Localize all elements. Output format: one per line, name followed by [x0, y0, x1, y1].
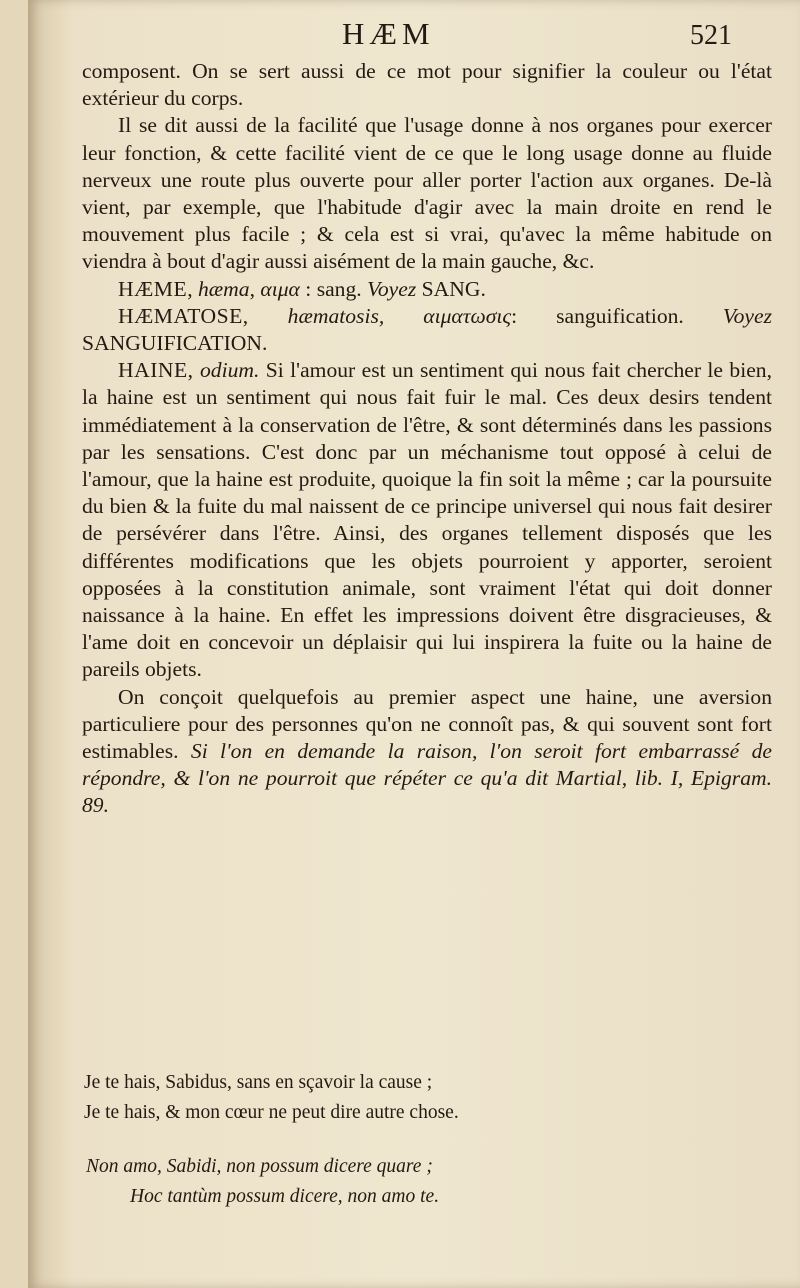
entry-latin: hæmatosis, — [287, 303, 385, 328]
entry-reference: SANGUIFICATION. — [82, 331, 268, 356]
entry-headword: HÆMATOSE, — [118, 303, 249, 328]
entry-haematose — [82, 303, 772, 357]
entry-haeme: HÆME, hæma, αιμα : sang. Voyez SANG. — [118, 276, 486, 301]
french-verse-quote — [84, 1068, 724, 1128]
running-head: HÆM — [342, 16, 435, 51]
page-header — [0, 16, 800, 60]
paragraph-usage: Il se dit aussi de la facilité que l'usage donne à nos organes pour exercer leur fonction, & cette facilité vient de ce que le long usage donne au fluide nerveux une route plus ouverte pour aller porter l'action aux organes. De-là vient, par exemple, que l'habitude d'agir avec la main droite en rend le mouvement plus facile ; & cela est si vrai, qu'avec la même habitude on viendra à bout d'agir aussi aisément de la main gauche, &c. — [82, 113, 772, 274]
paragraph-continuation: composent. On se sert aussi de ce mot pour signifier la couleur ou l'état extérieur du corps. — [82, 59, 772, 111]
entry-gloss: : sang. — [305, 276, 362, 301]
entry-voyez: Voyez — [722, 303, 772, 328]
entry-haine — [82, 357, 772, 683]
verse-line: Hoc tantùm possum dicere, non amo te. — [130, 1186, 440, 1207]
verse-line: Je te hais, Sabidus, sans en sçavoir la cause ; — [84, 1072, 433, 1093]
page-number: 521 — [690, 20, 732, 51]
entry-headword: HÆME — [118, 276, 188, 301]
verse-line: Non amo, Sabidi, non possum dicere quare ; — [86, 1156, 433, 1177]
verse-line: Je te hais, & mon cœur ne peut dire autre chose. — [84, 1102, 459, 1123]
latin-verse-quote — [86, 1152, 726, 1212]
entry-voyez: Voyez — [367, 276, 417, 301]
entry-greek: αιματωσις — [423, 303, 512, 328]
paragraph-text: On conçoit quelquefois au premier aspect une haine, une aversion particuliere pour des personnes qu'on ne connoît pas, & qui souvent sont fort estimables. — [82, 684, 772, 764]
entry-headword: HAINE, — [118, 358, 194, 383]
entry-latin: hæma — [197, 276, 250, 301]
page-body — [82, 58, 772, 820]
paragraph-aversion — [82, 684, 772, 820]
martial-citation: lib. I, Epigram. 89. — [82, 766, 773, 818]
entry-latin: odium. — [199, 358, 260, 383]
entry-greek: αιμα — [260, 276, 300, 301]
paragraph-question: Si l'on en demande la raison, l'on seroit fort embarrassé de répondre, & l'on ne pourroit que répéter ce qu'a dit Martial, — [82, 739, 772, 791]
entry-gloss: : sanguification. — [511, 303, 684, 328]
entry-text: Si l'amour est un sentiment qui nous fait chercher le bien, la haine est un sentiment qui nous fait fuir le mal. Ces deux desirs tendent immédiatement à la conservation de l'être, & sont déterminés dans les passions par les sensations. C'est donc par un méchanisme tout opposé à celui de l'amour, que la haine est produite, quoique la fin soit la même ; car la poursuite du bien & la fuite du mal naissent de ce principe universel qui nous fait desirer de persévérer dans l'être. Ainsi, des organes tellement disposés que les différentes modifications que les objets pourroient y apporter, seroient opposées à la constitution animale, sont vraiment l'état qui doit donner naissance à la haine. En effet les impressions doivent être disgracieuses, & l'ame doit en concevoir un déplaisir qui lui inspirera la fuite ou la haine de pareils objets. — [82, 358, 772, 682]
entry-reference: SANG. — [421, 276, 486, 301]
